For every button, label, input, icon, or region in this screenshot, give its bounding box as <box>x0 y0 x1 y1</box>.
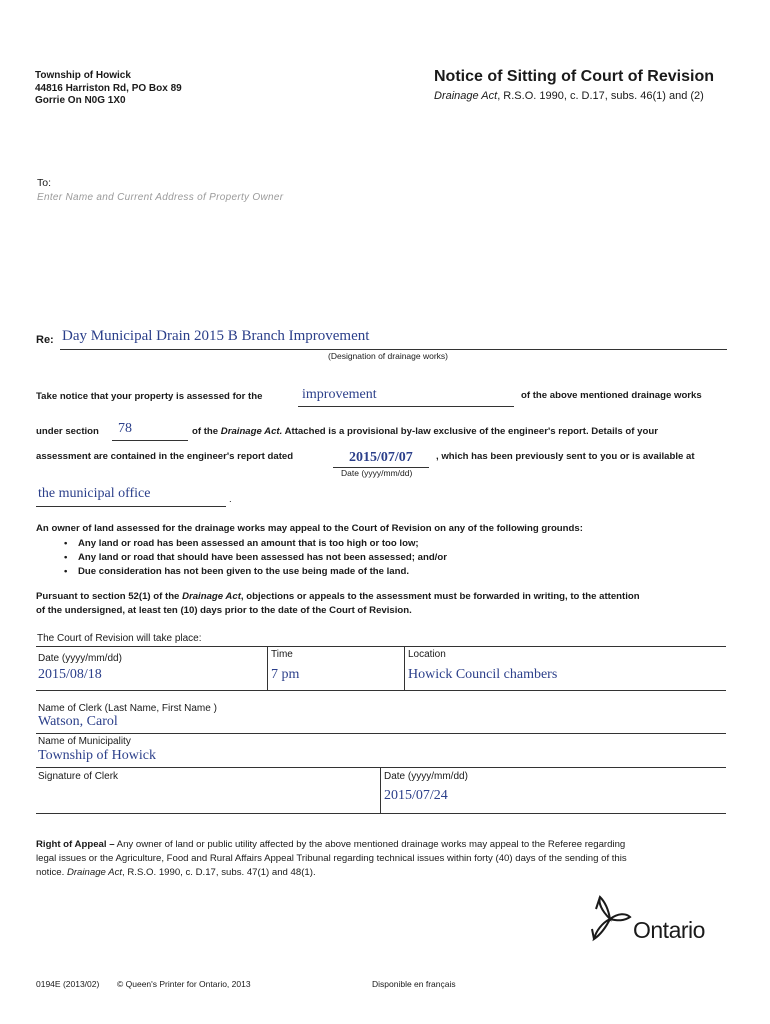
re-caption: (Designation of drainage works) <box>328 351 449 361</box>
clerk-date-field[interactable]: 2015/07/24 <box>384 788 448 803</box>
notice-line1-post: of the above mentioned drainage works <box>521 390 702 401</box>
available-at-period: . <box>229 494 232 505</box>
section-underline <box>112 440 188 441</box>
court-divider-2 <box>404 646 405 690</box>
right-of-appeal-line1 <box>36 838 627 852</box>
assessed-for-field[interactable]: improvement <box>302 387 377 402</box>
to-label: To: <box>37 177 52 189</box>
pursuant-post: , objections or appeals to the assessment must be forwarded in writing, to the attention <box>240 591 640 602</box>
right-of-appeal-pre: notice. <box>36 867 67 878</box>
form-number: 0194E (2013/02) <box>36 979 100 989</box>
municipality-field[interactable]: Township of Howick <box>38 748 157 763</box>
re-label: Re: <box>36 334 54 346</box>
notice-line2-act: Drainage Act. <box>220 426 283 437</box>
section-field[interactable]: 78 <box>118 421 132 436</box>
notice-line3-post: , which has been previously sent to you or is available at <box>436 451 695 462</box>
ontario-wordmark: Ontario <box>633 917 705 943</box>
ground-item: • Any land or road has been assessed an amount that is too high or too low; <box>36 537 736 551</box>
subtitle-act: Drainage Act <box>434 90 498 102</box>
pursuant-act: Drainage Act <box>182 591 241 602</box>
right-of-appeal-post: , R.S.O. 1990, c. D.17, subs. 47(1) and 48(1). <box>122 867 316 878</box>
court-date-field[interactable]: 2015/08/18 <box>38 667 102 682</box>
court-time-label: Time <box>271 649 293 660</box>
signature-underline <box>36 813 726 814</box>
page-subtitle <box>434 90 704 102</box>
french-available-link[interactable]: Disponible en français <box>372 979 456 989</box>
re-underline <box>60 349 727 350</box>
municipality-label: Name of Municipality <box>38 736 131 747</box>
court-heading: The Court of Revision will take place: <box>37 633 202 644</box>
ground-item: • Due consideration has not been given to the use being made of the land. <box>36 565 736 579</box>
owner-address-field[interactable]: Enter Name and Current Address of Property Owner <box>37 192 284 203</box>
notice-line1-pre: Take notice that your property is assessed for the <box>36 391 263 402</box>
pursuant-paragraph <box>36 590 640 618</box>
assessed-for-underline <box>298 406 514 407</box>
subtitle-citation: , R.S.O. 1990, c. D.17, subs. 46(1) and (2) <box>497 90 704 102</box>
copyright: © Queen's Printer for Ontario, 2013 <box>117 979 251 989</box>
court-table-bottom <box>36 690 726 691</box>
sender-address-line1: 44816 Harriston Rd, PO Box 89 <box>35 82 182 94</box>
court-location-label: Location <box>408 649 446 660</box>
court-location-field[interactable]: Howick Council chambers <box>408 667 558 682</box>
ontario-logo <box>588 895 728 947</box>
pursuant-line2: of the undersigned, at least ten (10) days prior to the date of the Court of Revision. <box>36 605 412 616</box>
right-of-appeal-line3 <box>36 866 627 880</box>
available-at-field[interactable]: the municipal office <box>38 486 151 501</box>
trillium-icon <box>588 895 632 948</box>
notice-line2-post <box>192 425 658 439</box>
report-date-field[interactable]: 2015/07/07 <box>349 450 413 465</box>
clerk-name-underline <box>36 733 726 734</box>
notice-line2-pre: under section <box>36 426 99 437</box>
municipality-underline <box>36 767 726 768</box>
right-of-appeal-act: Drainage Act <box>66 867 123 878</box>
clerk-date-label: Date (yyyy/mm/dd) <box>384 771 468 782</box>
sender-address-line2: Gorrie On N0G 1X0 <box>35 95 126 106</box>
court-divider-1 <box>267 646 268 690</box>
court-date-label: Date (yyyy/mm/dd) <box>38 653 122 664</box>
appeal-intro: An owner of land assessed for the drainage works may appeal to the Court of Revision on any of the following grounds: <box>36 523 583 534</box>
available-at-underline <box>36 506 226 507</box>
signature-divider <box>380 767 381 813</box>
right-of-appeal-heading: Right of Appeal – <box>36 839 115 850</box>
sender-name: Township of Howick <box>35 70 131 81</box>
ground-item: • Any land or road that should have been assessed has not been assessed; and/or <box>36 551 736 565</box>
right-of-appeal <box>36 838 627 880</box>
court-time-field[interactable]: 7 pm <box>271 667 300 682</box>
report-date-caption: Date (yyyy/mm/dd) <box>341 468 413 478</box>
notice-line2-rest: Attached is a provisional by-law exclusive of the engineer's report. Details of your <box>282 426 658 437</box>
pursuant-line1 <box>36 590 640 604</box>
clerk-name-label: Name of Clerk (Last Name, First Name ) <box>38 703 217 714</box>
right-of-appeal-line2: legal issues or the Agriculture, Food and Rural Affairs Appeal Tribunal regarding technical issues within forty (40) days of the sending of this <box>36 853 627 864</box>
signature-label: Signature of Clerk <box>38 771 119 782</box>
page-title: Notice of Sitting of Court of Revision <box>434 68 714 85</box>
right-of-appeal-text1: Any owner of land or public utility affected by the above mentioned drainage works may appeal to the Referee regarding <box>114 839 626 850</box>
clerk-name-field[interactable]: Watson, Carol <box>38 714 118 729</box>
court-table-top <box>36 646 726 647</box>
notice-line2-mid: of the <box>192 426 221 437</box>
notice-line3-pre: assessment are contained in the engineer's report dated <box>36 451 294 462</box>
grounds-list <box>36 537 736 579</box>
sender-block <box>35 70 182 108</box>
drainage-works-field[interactable]: Day Municipal Drain 2015 B Branch Improvement <box>62 328 370 344</box>
pursuant-pre: Pursuant to section 52(1) of the <box>36 591 183 602</box>
